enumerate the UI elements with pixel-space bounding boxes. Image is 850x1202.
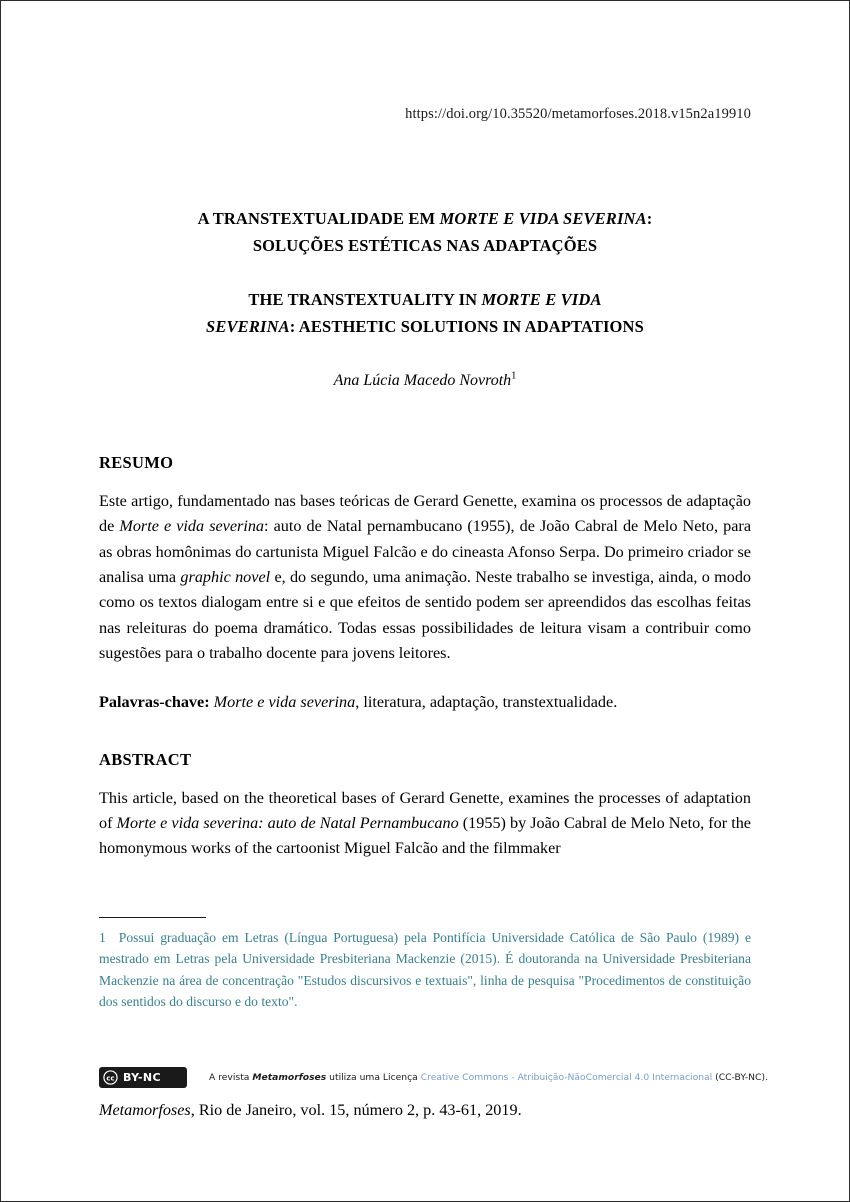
keywords-rest: , literatura, adaptação, transtextualidade.	[355, 693, 618, 712]
resumo-text-b: : auto de Natal pernambucano (1955), de João Cabral de Melo Neto, para as obras homônimas do cartunista Miguel Falcão e do cineasta Afonso Serpa. Do primeiro criador se analisa uma	[99, 517, 751, 586]
author-name-text: Ana Lúcia Macedo Novroth	[333, 371, 512, 389]
abstract-text-a: This article, based on the theoretical bases of Gerard Genette, examines the processes of adaptation of	[99, 788, 751, 832]
abstract-italic-title: Morte e vida severina: auto de Natal Pernambucano	[116, 813, 459, 832]
cc-badge-label: BY-NC	[123, 1071, 161, 1084]
footer-journal-name: Metamorfoses	[99, 1101, 191, 1119]
resumo-italic-graphicnovel: graphic novel	[180, 567, 271, 586]
keywords-line	[99, 690, 751, 715]
title-en-line1-italic: MORTE E VIDA	[481, 290, 602, 310]
title-pt-line2: SOLUÇÕES ESTÉTICAS NAS ADAPTAÇÕES	[252, 235, 598, 255]
footnote-block	[99, 917, 751, 1013]
resumo-text-c: e, do segundo, uma animação. Neste trabalho se investiga, ainda, o modo como os textos dialogam entre si e que efeitos de sentido podem ser apreendidos das escolhas feitas nas releituras do poema dramático. Todas essas possibilidades de leitura visam a contribuir como sugestões para o trabalho docente para jovens leitores.	[99, 567, 752, 662]
keywords-italic-term: Morte e vida severina	[213, 693, 356, 712]
license-text-b: utiliza uma Licença	[326, 1071, 421, 1083]
keywords-label: Palavras-chave:	[99, 693, 210, 712]
resumo-heading: RESUMO	[99, 452, 174, 472]
cc-circle-icon	[103, 1070, 118, 1085]
title-pt-line1-post: :	[646, 209, 653, 228]
title-en-line2-post: : AESTHETIC SOLUTIONS IN ADAPTATIONS	[289, 317, 644, 337]
license-link[interactable]: Creative Commons - Atribuição-NãoComercial 4.0 Internacional	[420, 1071, 713, 1083]
resumo-italic-title: Morte e vida severina	[119, 517, 265, 536]
title-pt-line1-pre: A TRANSTEXTUALIDADE EM	[197, 209, 440, 228]
title-en-line1-pre: THE TRANSTEXTUALITY IN	[248, 290, 482, 310]
license-row	[99, 1067, 768, 1088]
author-footnote-marker[interactable]: 1	[511, 370, 517, 382]
license-text-c: (CC-BY-NC).	[712, 1071, 768, 1083]
svg-text:cc: cc	[106, 1074, 115, 1083]
footer-citation	[99, 1101, 751, 1120]
title-block	[99, 206, 751, 390]
footnote-separator-rule	[99, 917, 206, 918]
resumo-paragraph	[99, 489, 751, 666]
footnote-body-text: Possui graduação em Letras (Língua Portuguesa) pela Pontifícia Universidade Católica de São Paulo (1989) e mestrado em Letras pela Universidade Presbiteriana Mackenzie (2015). É doutoranda na Universidade Presbiteriana Mackenzie na área de concentração "Estudos discursivos e textuais", linha de pesquisa "Procedimentos de constituição dos sentidos do discurso e do texto".	[99, 930, 751, 1010]
title-pt-line1-italic: MORTE E VIDA SEVERINA	[439, 209, 647, 228]
license-statement	[209, 1072, 768, 1083]
footer-citation-text: , Rio de Janeiro, vol. 15, número 2, p. 43-61, 2019.	[190, 1101, 522, 1119]
abstract-paragraph	[99, 786, 751, 862]
footnote-number: 1	[99, 930, 106, 945]
article-title-pt	[99, 206, 751, 259]
page-content	[99, 1, 768, 1201]
article-title-en	[99, 287, 751, 340]
license-text-a: A revista	[209, 1071, 253, 1083]
author-name	[99, 372, 751, 390]
resumo-text-a: Este artigo, fundamentado nas bases teóricas de Gerard Genette, examina os processos de adaptação de	[99, 491, 751, 536]
creative-commons-badge[interactable]	[99, 1067, 187, 1088]
license-journal-name: Metamorfoses	[252, 1071, 327, 1083]
doi-link[interactable]: https://doi.org/10.35520/metamorfoses.2018.v15n2a19910	[405, 106, 751, 122]
title-en-line2-italic: SEVERINA	[206, 317, 290, 337]
footnote-content	[99, 927, 751, 1013]
abstract-text-b: (1955) by João Cabral de Melo Neto, for the homonymous works of the cartoonist Miguel Falcão and the filmmaker	[99, 813, 751, 858]
abstract-heading: ABSTRACT	[99, 749, 192, 769]
